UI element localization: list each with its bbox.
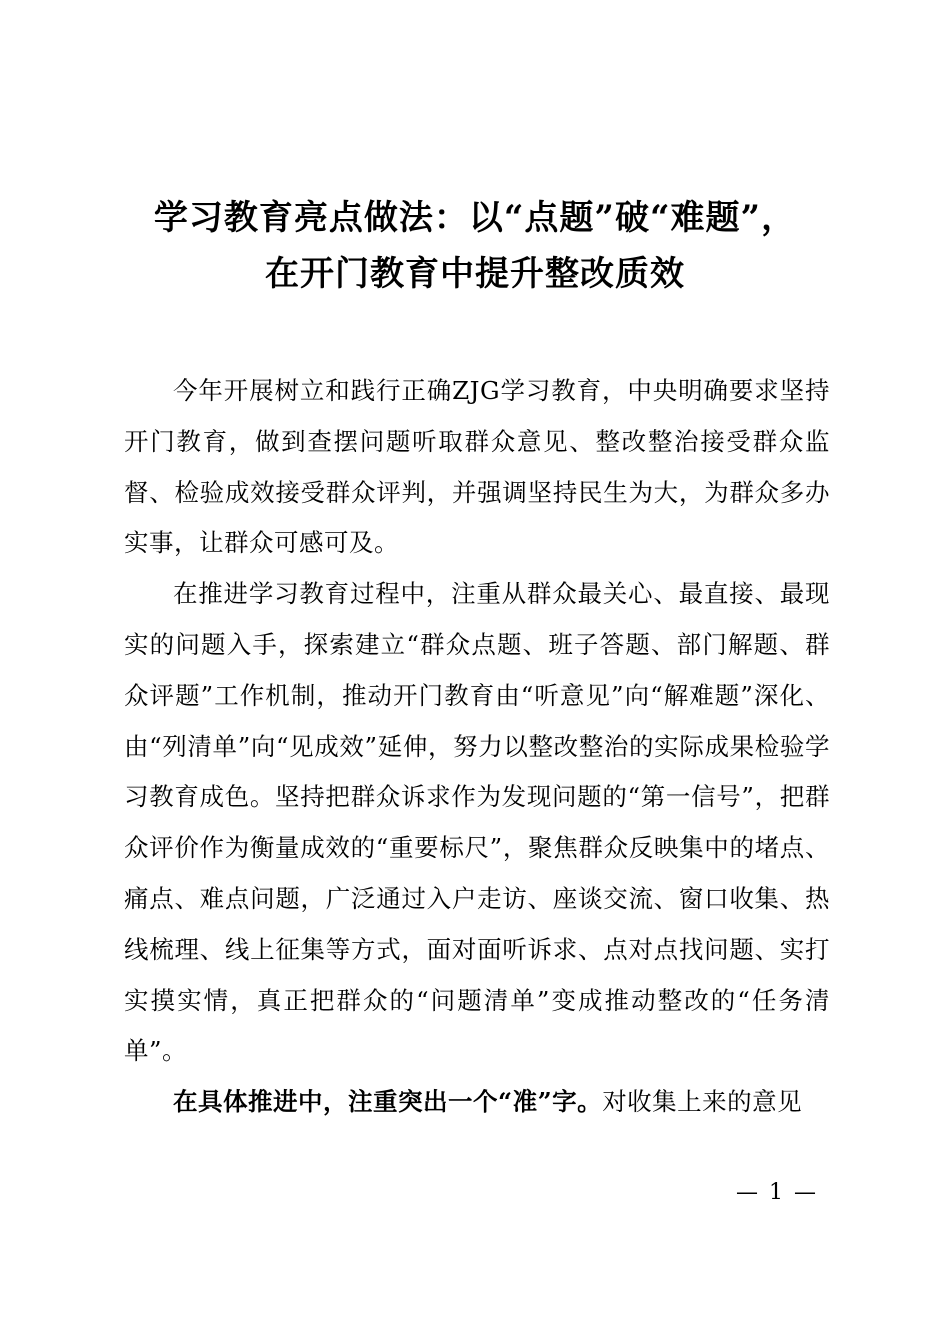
document-title	[110, 190, 840, 302]
page-number: — 1 —	[736, 1180, 818, 1205]
title-line-1: 学习教育亮点做法：以“点题”破“难题”，	[153, 198, 797, 238]
paragraph-3	[124, 1077, 830, 1128]
paragraph-3-text: 对收集上来的意见	[602, 1087, 803, 1117]
paragraph-1: 今年开展树立和践行正确ZJG学习教育，中央明确要求坚持开门教育，做到查摆问题听取群众意见、整改整治接受群众监督、检验成效接受群众评判，并强调坚持民生为大，为群众多办实事，让群众可感可及。	[124, 376, 830, 558]
paragraph-3-bold-lead: 在具体推进中，注重突出一个“准”字。	[173, 1087, 603, 1117]
title-line-2: 在开门教育中提升整改质效	[265, 254, 685, 294]
paragraph-2: 在推进学习教育过程中，注重从群众最关心、最直接、最现实的问题入手，探索建立“群众点题、班子答题、部门解题、群众评题”工作机制，推动开门教育由“听意见”向“解难题”深化、由“列清单”向“见成效”延伸，努力以整改整治的实际成果检验学习教育成色。坚持把群众诉求作为发现问题的“第一信号”，把群众评价作为衡量成效的“重要标尺”，聚焦群众反映集中的堵点、痛点、难点问题，广泛通过入户走访、座谈交流、窗口收集、热线梳理、线上征集等方式，面对面听诉求、点对点找问题、实打实摸实情，真正把群众的“问题清单”变成推动整改的“任务清单”。	[124, 579, 830, 1066]
document-body	[124, 366, 830, 1128]
